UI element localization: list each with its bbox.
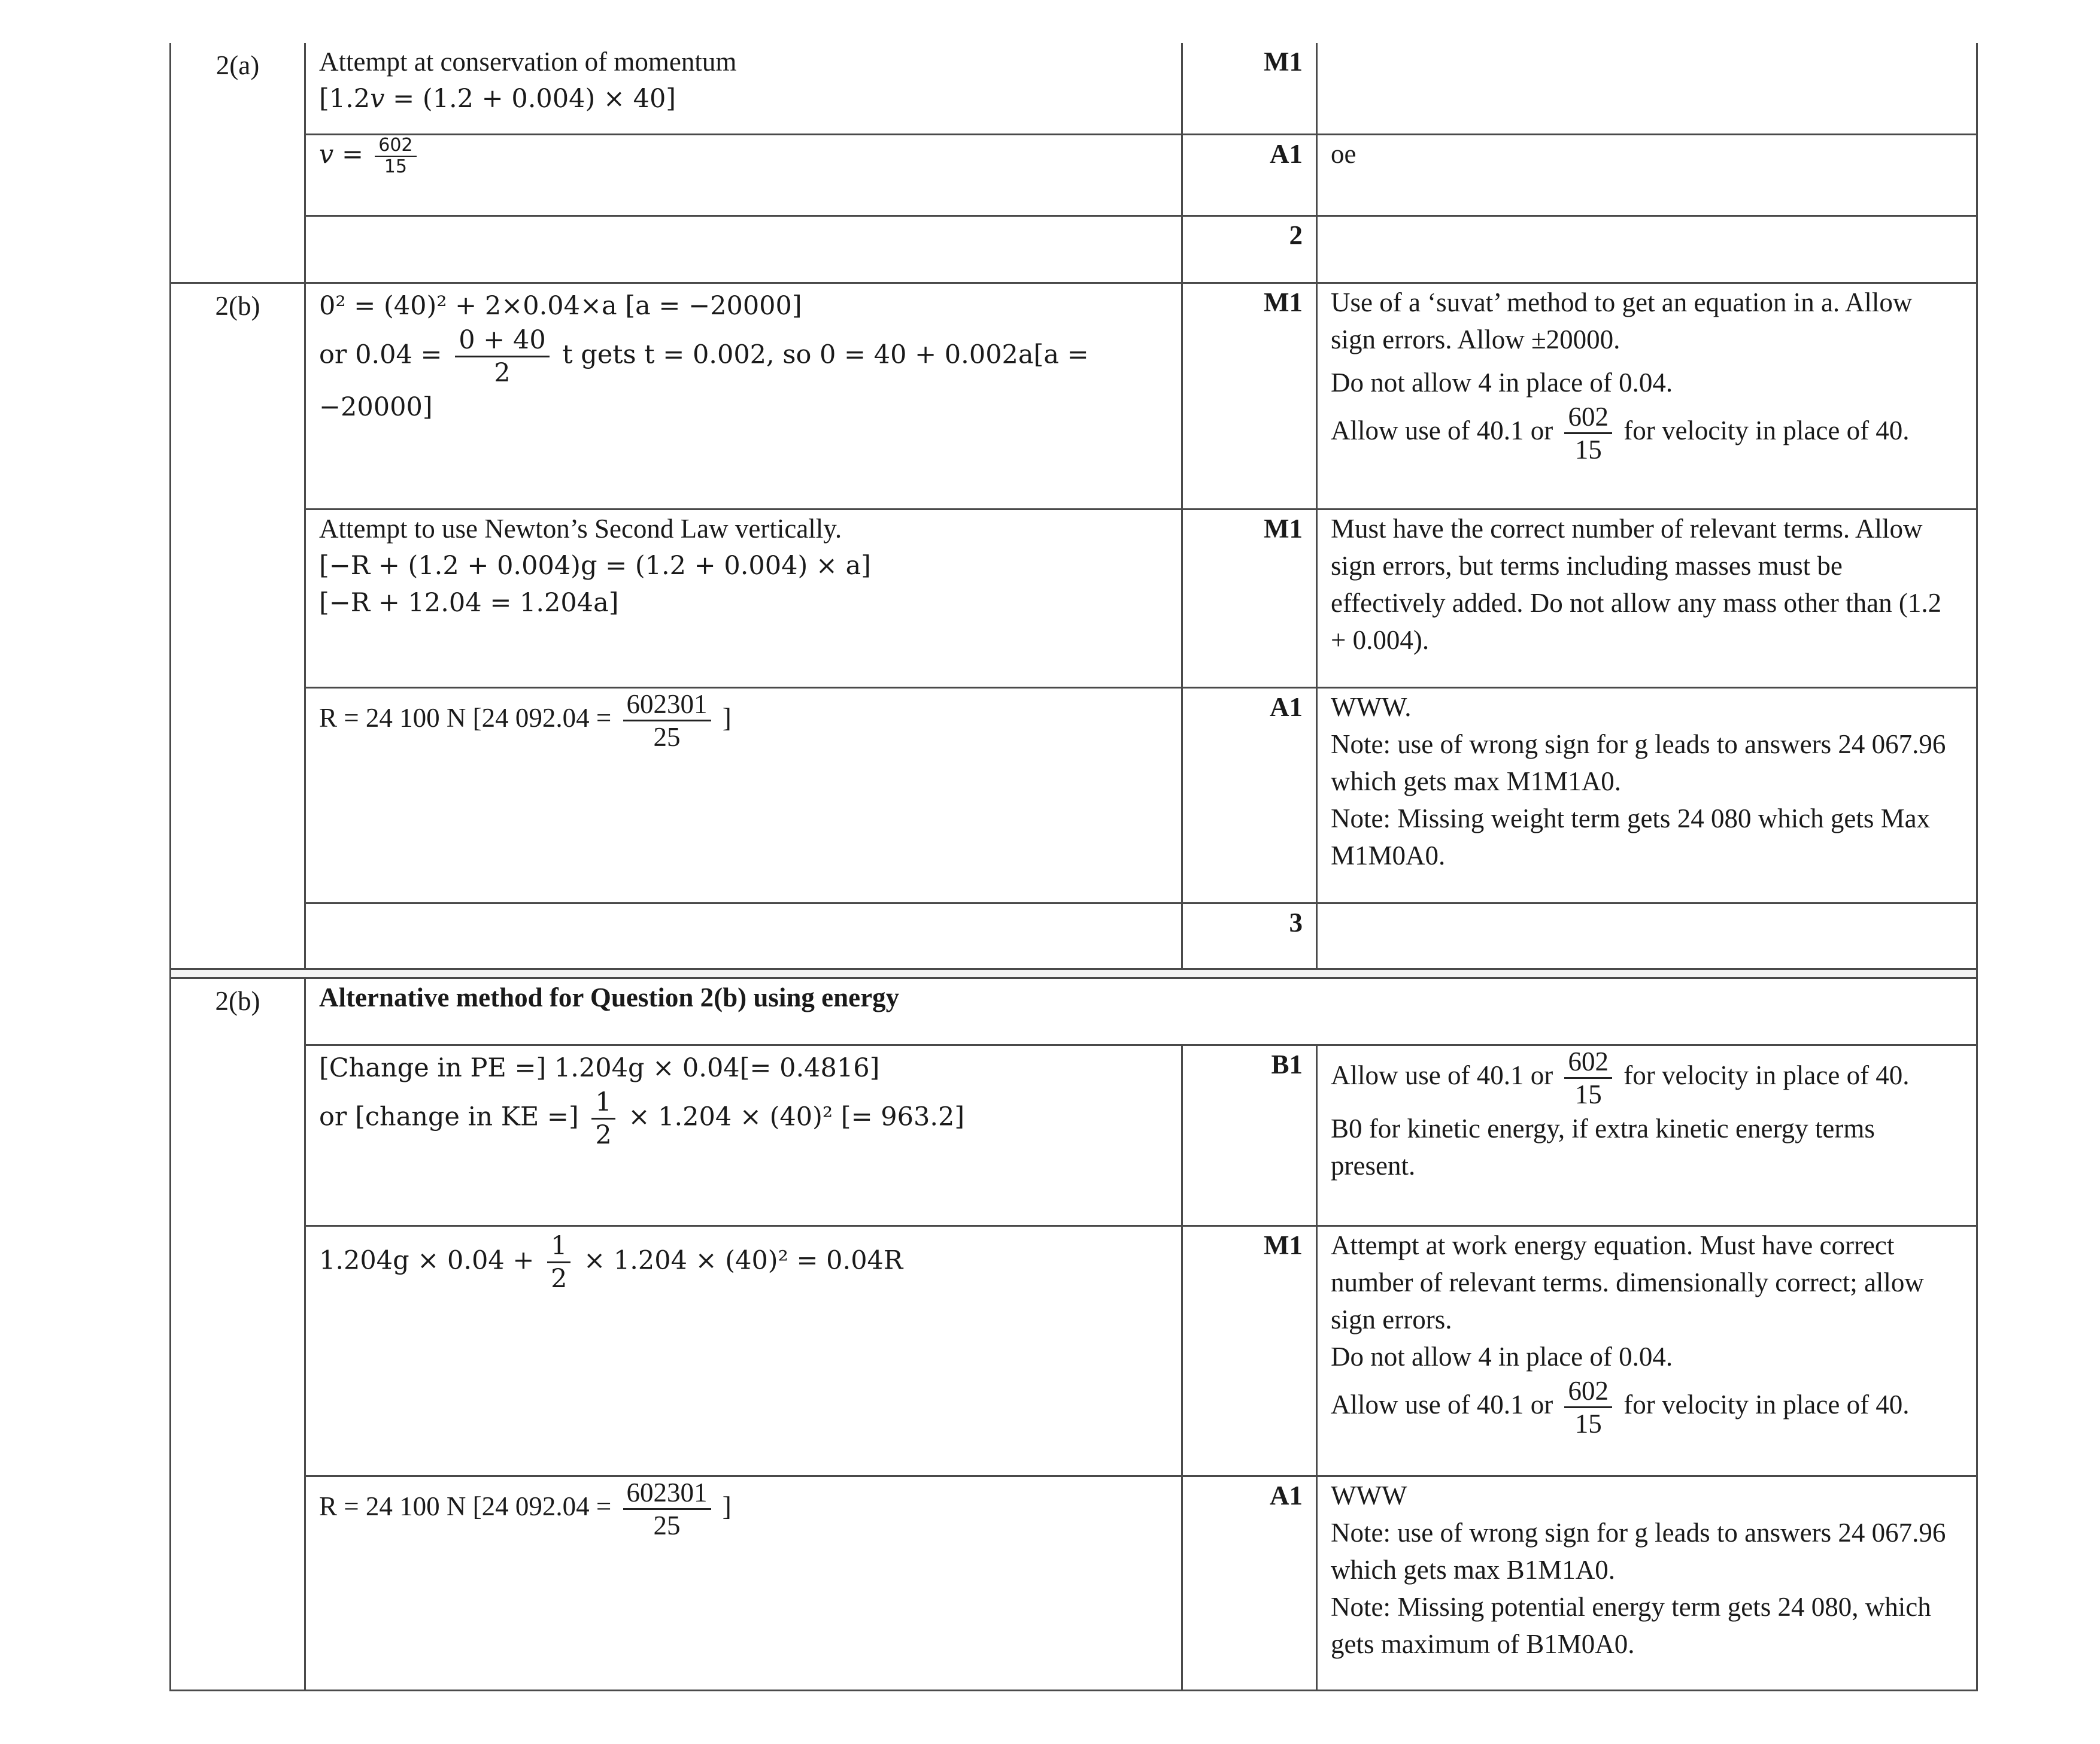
answer-text: × 1.204 × (40)² [= 963.2] [628, 1102, 965, 1132]
guidance-text: Note: Missing potential energy term gets 24 080, which gets maximum of B1M0A0. [1331, 1591, 1931, 1659]
fraction [1564, 1046, 1612, 1110]
section-separator [171, 969, 1977, 978]
guidance-cell-empty [1317, 903, 1977, 969]
fraction-numerator: 602 [1564, 401, 1612, 434]
answer-cell [305, 1045, 1182, 1226]
fraction-denominator: 25 [653, 1510, 681, 1540]
answer-equation: [−R + 12.04 = 1.204a] [319, 587, 619, 618]
table-row [171, 903, 1977, 969]
guidance-line [1331, 401, 1963, 465]
guidance-text: WWW. [1331, 691, 1412, 722]
table-row [171, 134, 1977, 216]
answer-equation: [Change in PE =] 1.204g × 0.04[= 0.4816] [319, 1053, 880, 1083]
fraction [1564, 401, 1612, 465]
fraction-numerator: 602 [375, 135, 416, 157]
answer-equation: [−R + (1.2 + 0.004)g = (1.2 + 0.004) × a] [319, 550, 872, 581]
table-row [171, 509, 1977, 687]
mark-cell: B1 [1182, 1045, 1317, 1226]
fraction [1564, 1375, 1612, 1439]
answer-equation-line [319, 1087, 1168, 1151]
answer-equation-line [319, 1230, 1168, 1294]
guidance-text: Allow use of 40.1 or [1331, 1389, 1553, 1420]
guidance-text: Note: use of wrong sign for g leads to answers 24 067.96 which gets max B1M1A0. [1331, 1517, 1946, 1585]
answer-text: or [change in KE =] [319, 1102, 579, 1132]
fraction [623, 1477, 711, 1541]
answer-text: ] [722, 1491, 732, 1521]
table-row [171, 43, 1977, 134]
mark-cell: M1 [1182, 509, 1317, 687]
guidance-line [1331, 1375, 1963, 1439]
total-mark-cell: 3 [1182, 903, 1317, 969]
fraction [547, 1230, 570, 1294]
guidance-text: Allow use of 40.1 or [1331, 415, 1553, 445]
alternative-method-heading: Alternative method for Question 2(b) using energy [305, 978, 1977, 1045]
answer-cell [305, 509, 1182, 687]
table-row [171, 216, 1977, 283]
guidance-text: WWW [1331, 1480, 1407, 1511]
question-number: 2(a) [216, 50, 260, 80]
answer-equation: [1.2𝑣 = (1.2 + 0.004) × 40] [319, 84, 676, 114]
answer-cell [305, 43, 1182, 134]
table-row [171, 978, 1977, 1045]
fraction-denominator: 15 [384, 156, 407, 178]
answer-text: or 0.04 = [319, 339, 442, 369]
guidance-text: Do not allow 4 in place of 0.04. [1331, 367, 1673, 398]
answer-cell-empty [305, 903, 1182, 969]
fraction-denominator: 2 [551, 1263, 568, 1294]
table-row [171, 687, 1977, 903]
separator-band [171, 969, 1977, 978]
guidance-cell: oe [1317, 134, 1977, 216]
answer-text: ] [722, 702, 732, 733]
mark-cell: M1 [1182, 283, 1317, 509]
question-number-cell [171, 283, 305, 969]
fraction-denominator: 2 [494, 357, 511, 388]
fraction-numerator: 0 + 40 [455, 324, 549, 357]
guidance-line [1331, 1046, 1963, 1110]
guidance-cell [1317, 283, 1977, 509]
answer-cell [305, 283, 1182, 509]
guidance-text: B0 for kinetic energy, if extra kinetic energy terms present. [1331, 1113, 1875, 1181]
table-row [171, 1226, 1977, 1476]
mark-cell: A1 [1182, 1476, 1317, 1690]
guidance-text: Attempt at work energy equation. Must have correct number of relevant terms. dimensionally correct; allow sign errors. [1331, 1230, 1924, 1334]
fraction-numerator: 602 [1564, 1375, 1612, 1408]
fraction-numerator: 602301 [623, 688, 711, 721]
table-row [171, 1045, 1977, 1226]
fraction [591, 1087, 615, 1151]
fraction [623, 688, 711, 753]
fraction-numerator: 1 [591, 1087, 615, 1120]
table-row [171, 283, 1977, 509]
answer-equation: 0² = (40)² + 2×0.04×a [a = −20000] [319, 290, 802, 321]
fraction-denominator: 25 [653, 721, 681, 752]
guidance-cell-empty [1317, 216, 1977, 283]
question-number: 2(b) [215, 290, 260, 321]
answer-equation-prefix: 𝑣 = [319, 139, 363, 169]
mark-scheme-table [169, 43, 1978, 1691]
answer-text: × 1.204 × (40)² = 0.04R [584, 1245, 903, 1275]
answer-text: Attempt at conservation of momentum [319, 47, 737, 77]
total-mark-cell: 2 [1182, 216, 1317, 283]
answer-text: R = 24 100 N [24 092.04 = [319, 702, 612, 733]
fraction-denominator: 15 [1574, 434, 1602, 465]
guidance-text: Do not allow 4 in place of 0.04. [1331, 1341, 1673, 1372]
answer-equation-line [319, 324, 1168, 426]
answer-text: t gets t = 0.002, so 0 = 40 + 0.002a[a = −20000] [319, 339, 1089, 422]
mark-cell: M1 [1182, 43, 1317, 134]
guidance-text: for velocity in place of 40. [1623, 1389, 1910, 1420]
question-number-cell [171, 43, 305, 283]
fraction-denominator: 15 [1574, 1079, 1602, 1109]
fraction [375, 135, 416, 177]
mark-cell: M1 [1182, 1226, 1317, 1476]
guidance-text: Allow use of 40.1 or [1331, 1060, 1553, 1090]
guidance-cell [1317, 43, 1977, 134]
fraction-numerator: 602301 [623, 1477, 711, 1510]
answer-cell [305, 687, 1182, 903]
fraction-denominator: 15 [1574, 1408, 1602, 1439]
answer-cell [305, 1476, 1182, 1690]
question-number-cell [171, 978, 305, 1690]
answer-text: R = 24 100 N [24 092.04 = [319, 1491, 612, 1521]
answer-cell [305, 1226, 1182, 1476]
answer-text: 1.204g × 0.04 + [319, 1245, 535, 1275]
mark-cell: A1 [1182, 687, 1317, 903]
answer-cell [305, 134, 1182, 216]
guidance-cell [1317, 1476, 1977, 1690]
answer-cell-empty [305, 216, 1182, 283]
fraction-numerator: 1 [547, 1230, 570, 1263]
mark-cell: A1 [1182, 134, 1317, 216]
guidance-cell [1317, 1226, 1977, 1476]
guidance-cell: Must have the correct number of relevant terms. Allow sign errors, but terms including masses must be effectively added. Do not allow any mass other than (1.2 + 0.004). [1317, 509, 1977, 687]
guidance-text: Note: use of wrong sign for g leads to answers 24 067.96 which gets max M1M1A0. [1331, 729, 1946, 796]
fraction-numerator: 602 [1564, 1046, 1612, 1079]
guidance-text: Use of a ‘suvat’ method to get an equation in a. Allow sign errors. Allow ±20000. [1331, 287, 1913, 354]
guidance-text: for velocity in place of 40. [1623, 415, 1910, 445]
guidance-text: for velocity in place of 40. [1623, 1060, 1910, 1090]
guidance-cell [1317, 687, 1977, 903]
answer-text: Attempt to use Newton’s Second Law vertically. [319, 513, 842, 544]
table-row [171, 1476, 1977, 1690]
fraction-denominator: 2 [595, 1120, 612, 1150]
guidance-text: Note: Missing weight term gets 24 080 which gets Max M1M0A0. [1331, 803, 1931, 871]
guidance-cell [1317, 1045, 1977, 1226]
fraction [455, 324, 549, 389]
question-number: 2(b) [215, 985, 260, 1016]
